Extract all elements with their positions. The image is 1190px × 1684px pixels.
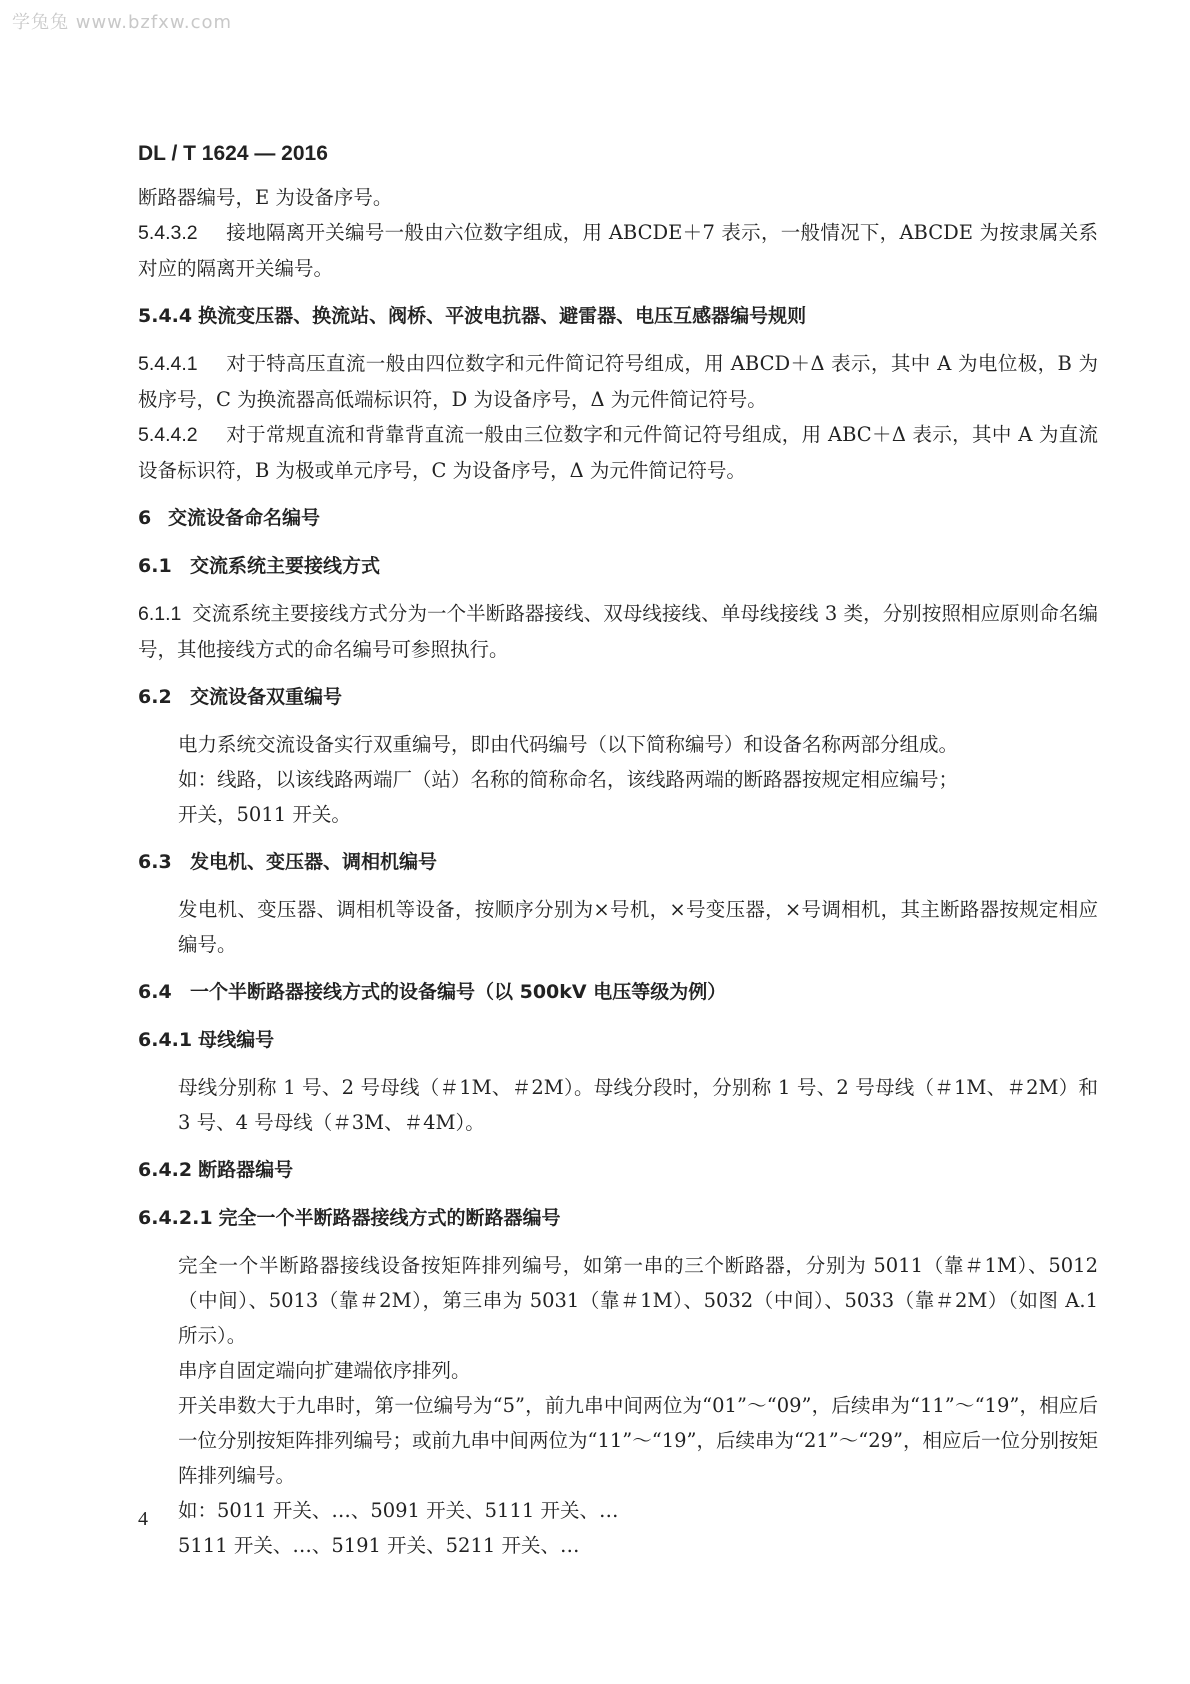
- heading-title: 交流设备双重编号: [190, 686, 343, 708]
- clause-5-4-4-1: [138, 346, 1098, 417]
- paragraph-6-4-2-1-e: 5111 开关、…、5191 开关、5211 开关、…: [178, 1534, 580, 1557]
- page-number: 4: [138, 1508, 148, 1530]
- heading-number: 6: [138, 507, 152, 529]
- clause-6-1-1: [138, 596, 1098, 667]
- paragraph-6-4-2-1-b: 串序自固定端向扩建端依序排列。: [178, 1359, 471, 1382]
- clause-number: 5.4.3.2: [138, 222, 198, 244]
- clause-text: 对于特高压直流一般由四位数字和元件简记符号组成，用 ABCD＋Δ 表示，其中 A 为电位极，B 为极序号，C 为换流器高低端标识符，D 为设备序号，Δ 为元件简记符号。: [138, 352, 1098, 411]
- heading-number: 6.4.2.1: [138, 1207, 213, 1229]
- clause-5-4-3-2: [138, 215, 1098, 286]
- clause-text: 对于常规直流和背靠背直流一般由三位数字和元件简记符号组成，用 ABC＋Δ 表示，其中 A 为直流设备标识符，B 为极或单元序号，C 为设备序号，Δ 为元件简记符号。: [138, 423, 1098, 482]
- paragraph-6-2-line-3: 开关，5011 开关。: [178, 803, 351, 826]
- paragraph-6-4-1: 母线分别称 1 号、2 号母线（＃1M、＃2M）。母线分段时，分别称 1 号、2 号母线（＃1M、＃2M）和 3 号、4 号母线（＃3M、＃4M）。: [178, 1076, 1098, 1134]
- heading-title: 断路器编号: [198, 1159, 294, 1181]
- heading-title: 换流变压器、换流站、阀桥、平波电抗器、避雷器、电压互感器编号规则: [198, 305, 807, 327]
- continuation-text: 断路器编号，E 为设备序号。: [138, 186, 393, 209]
- paragraph-6-2-line-2: 如：线路，以该线路两端厂（站）名称的简称命名，该线路两端的断路器按规定相应编号；: [178, 768, 959, 791]
- watermark: 学兔兔 www.bzfxw.com: [12, 12, 233, 33]
- clause-number: 5.4.4.2: [138, 424, 198, 446]
- heading-6-4-2-1: [138, 1201, 1098, 1236]
- heading-title: 母线编号: [198, 1029, 275, 1051]
- document-body: [138, 142, 1098, 1563]
- paragraph-6-3: 发电机、变压器、调相机等设备，按顺序分别为×号机，×号变压器，×号调相机，其主断路器按规定相应编号。: [178, 898, 1098, 956]
- clause-number: 6.1.1: [138, 603, 182, 625]
- heading-title: 一个半断路器接线方式的设备编号（以 500kV 电压等级为例）: [190, 981, 727, 1003]
- heading-5-4-4: [138, 299, 1098, 334]
- heading-number: 6.1: [138, 555, 172, 577]
- clause-number: 5.4.4.1: [138, 353, 198, 375]
- heading-6-2: [138, 680, 1098, 715]
- paragraph-6-4-2-1-a: 完全一个半断路器接线设备按矩阵排列编号，如第一串的三个断路器，分别为 5011（靠＃1M）、5012（中间）、5013（靠＃2M），第三串为 5031（靠＃1M）、5032（中间）、5033（靠＃2M）（如图 A.1 所示）。: [178, 1254, 1098, 1347]
- heading-number: 6.3: [138, 851, 172, 873]
- heading-title: 交流设备命名编号: [168, 507, 321, 529]
- heading-6-4: [138, 975, 1098, 1010]
- heading-number: 6.2: [138, 686, 172, 708]
- heading-number: 6.4.2: [138, 1159, 193, 1181]
- paragraph-6-4-2-1-c: 开关串数大于九串时，第一位编号为“5”，前九串中间两位为“01”～“09”，后续串为“11”～“19”，相应后一位分别按矩阵排列编号；或前九串中间两位为“11”～“19”，后续串为“21”～“29”，相应后一位分别按矩阵排列编号。: [178, 1394, 1099, 1487]
- standard-code-header: DL / T 1624 — 2016: [138, 142, 328, 165]
- clause-text: 接地隔离开关编号一般由六位数字组成，用 ABCDE＋7 表示，一般情况下，ABCDE 为按隶属关系对应的隔离开关编号。: [138, 221, 1098, 280]
- heading-6-4-1: [138, 1023, 1098, 1058]
- heading-number: 6.4.1: [138, 1029, 193, 1051]
- clause-text: 交流系统主要接线方式分为一个半断路器接线、双母线接线、单母线接线 3 类，分别按照相应原则命名编号，其他接线方式的命名编号可参照执行。: [138, 602, 1098, 661]
- heading-6: [138, 501, 1098, 536]
- heading-number: 6.4: [138, 981, 172, 1003]
- paragraph-6-2-line-1: 电力系统交流设备实行双重编号，即由代码编号（以下简称编号）和设备名称两部分组成。: [178, 733, 959, 756]
- heading-number: 5.4.4: [138, 305, 193, 327]
- heading-title: 发电机、变压器、调相机编号: [190, 851, 438, 873]
- heading-title: 交流系统主要接线方式: [190, 555, 381, 577]
- paragraph-6-4-2-1-d: 如：5011 开关、…、5091 开关、5111 开关、…: [178, 1499, 619, 1522]
- heading-title: 完全一个半断路器接线方式的断路器编号: [218, 1207, 561, 1229]
- heading-6-4-2: [138, 1153, 1098, 1188]
- heading-6-1: [138, 549, 1098, 584]
- heading-6-3: [138, 845, 1098, 880]
- clause-5-4-4-2: [138, 417, 1098, 488]
